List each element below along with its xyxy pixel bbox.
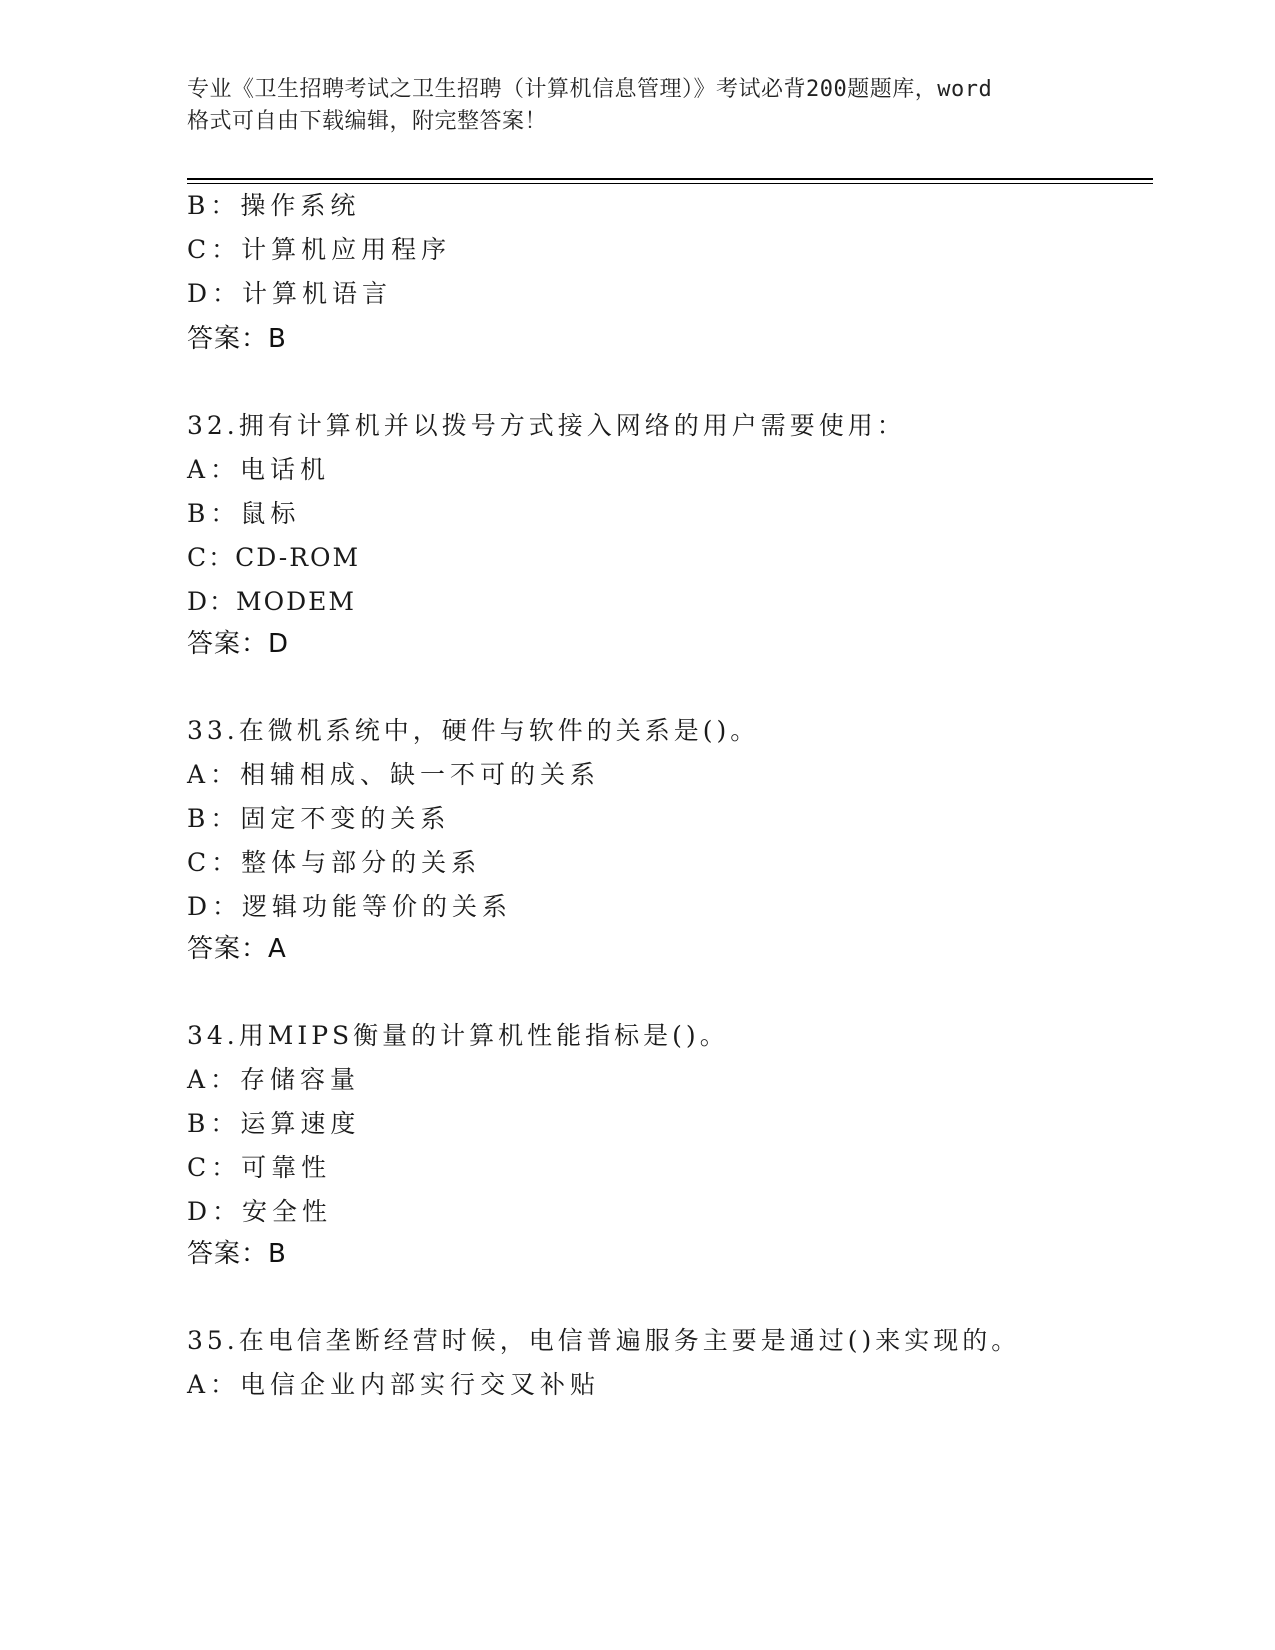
q34-question: 34.用MIPS衡量的计算机性能指标是()。 [187,1021,729,1050]
q33-option-b: B：固定不变的关系 [187,804,451,833]
q31-option-b: B：操作系统 [187,191,361,220]
q33-option-a: A：相辅相成、缺一不可的关系 [187,760,601,789]
document-header [187,74,1087,138]
q33-option-c: C：整体与部分的关系 [187,848,482,877]
q35-question: 35.在电信垄断经营时候，电信普遍服务主要是通过()来实现的。 [187,1326,1021,1355]
q34-option-b: B：运算速度 [187,1109,361,1138]
q32-question: 32.拥有计算机并以拨号方式接入网络的用户需要使用： [187,411,906,440]
q35-option-a: A：电信企业内部实行交叉补贴 [187,1370,601,1399]
q32-option-c: C：CD-ROM [187,543,361,572]
q34-option-d: D：安全性 [187,1197,333,1226]
q33-option-d: D：逻辑功能等价的关系 [187,892,513,921]
q31-option-d: D：计算机语言 [187,279,393,308]
q34-option-c: C：可靠性 [187,1153,332,1182]
q32-option-d: D：MODEM [187,587,357,616]
q32-answer: 答案：D [187,629,290,659]
q32-option-b: B：鼠标 [187,499,301,528]
q32-option-a: A：电话机 [187,455,331,484]
q33-answer: 答案：A [187,934,287,964]
q31-option-c: C：计算机应用程序 [187,235,452,264]
header-title-line-2: 格式可自由下载编辑，附完整答案！ [187,109,548,134]
header-title-line-1: 专业《卫生招聘考试之卫生招聘（计算机信息管理）》考试必背200题题库，word [187,77,993,102]
header-divider-thin [187,183,1153,184]
q33-question: 33.在微机系统中，硬件与软件的关系是()。 [187,716,760,745]
q34-option-a: A：存储容量 [187,1065,361,1094]
q31-answer: 答案：B [187,324,287,354]
header-divider-thick [187,178,1153,180]
q34-answer: 答案：B [187,1239,287,1269]
